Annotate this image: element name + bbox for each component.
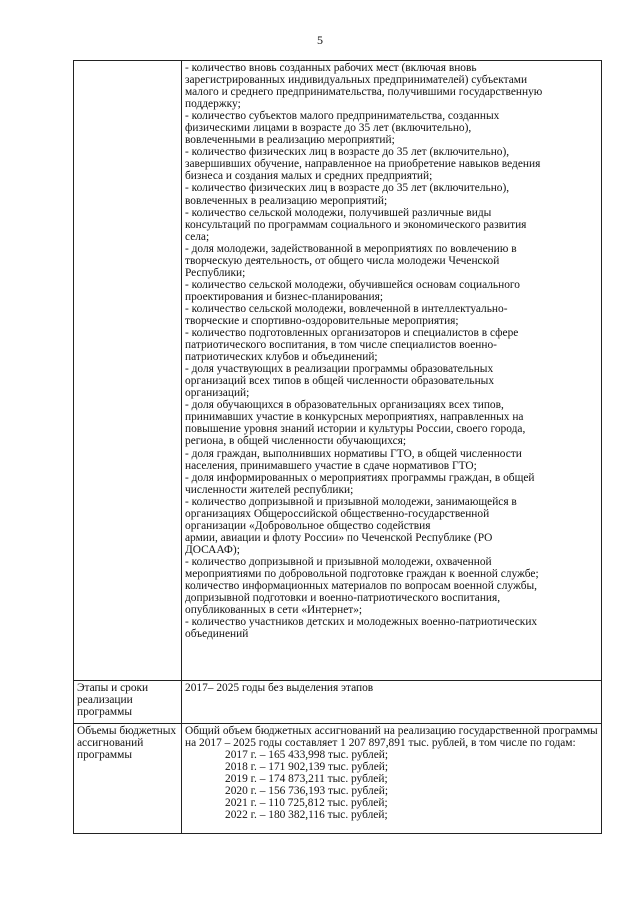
indicators-label-cell <box>74 61 182 681</box>
indicator-line: Республики; <box>185 266 246 279</box>
budget-year-line: 2017 г. – 165 433,998 тыс. рублей; <box>225 749 389 762</box>
indicator-line: - количество сельской молодежи, вовлеченной в интеллектуально- <box>185 302 508 315</box>
indicator-line: населения, принимавшего участие в сдаче нормативов ГТО; <box>185 459 477 472</box>
budget-intro: Общий объем бюджетных ассигнований на реализацию государственной программы на 2017 – 2025 годы составляет 1 207 897,891 тыс. рублей, в том числе по годам: <box>185 725 598 750</box>
indicator-line: патриотических клубов и объединений; <box>185 351 378 364</box>
indicator-line: - доля обучающихся в образовательных организациях всех типов, <box>185 399 504 412</box>
indicator-line: организации «Добровольное общество содействия <box>185 519 431 532</box>
indicator-line: вовлеченных в реализацию мероприятий; <box>185 194 388 207</box>
indicator-line: опубликованных в сети «Интернет»; <box>185 604 363 617</box>
stages-label: Этапы и сроки реализации программы <box>74 681 182 724</box>
indicator-line: объединений <box>185 628 249 641</box>
stages-value: 2017– 2025 годы без выделения этапов <box>182 681 602 724</box>
indicator-line: - количество физических лиц в возрасте до 35 лет (включительно), <box>185 182 510 195</box>
indicator-line: проектирования и бизнес-планирования; <box>185 290 384 303</box>
indicator-line: - количество сельской молодежи, получившей различные виды <box>185 206 492 219</box>
indicator-line: завершивших обучение, направленное на приобретение навыков ведения <box>185 158 541 171</box>
indicator-line: допризывной подготовки и военно-патриотического воспитания, <box>185 592 501 605</box>
indicator-line: малого и среднего предпринимательства, получившими государственную <box>185 86 543 99</box>
budget-year-line: 2019 г. – 174 873,211 тыс. рублей; <box>225 773 388 786</box>
budget-label: Объемы бюджетных ассигнований программы <box>74 724 182 834</box>
indicator-line: повышение уровня знаний истории и культуры России, своего города, <box>185 423 526 436</box>
indicator-line: - количество допризывной и призывной молодежи, охваченной <box>185 555 492 568</box>
indicator-line: патриотического воспитания, в том числе специалистов военно- <box>185 339 497 352</box>
indicator-line: творческую деятельность, от общего числа молодежи Чеченской <box>185 254 500 267</box>
indicator-line: - доля молодежи, задействованной в мероприятиях по вовлечению в <box>185 242 517 255</box>
indicator-line: - количество допризывной и призывной молодежи, занимающейся в <box>185 495 517 508</box>
indicator-line: - количество сельской молодежи, обучившейся основам социального <box>185 278 520 291</box>
indicator-line: мероприятиями по добровольной подготовке граждан к военной службе; <box>185 567 539 580</box>
indicator-line: - количество вновь созданных рабочих мест (включая вновь <box>185 62 477 74</box>
program-passport-table <box>73 60 602 834</box>
budget-text-cell <box>182 724 602 834</box>
stages-row <box>74 681 602 724</box>
budget-year-line: 2020 г. – 156 736,193 тыс. рублей; <box>225 785 389 798</box>
indicator-line: принимавших участие в конкурсных мероприятиях, направленных на <box>185 411 524 424</box>
indicator-line: ДОСААФ); <box>185 543 240 556</box>
indicator-line: - количество участников детских и молодежных военно-патриотических <box>185 616 538 629</box>
indicator-line: - доля информированных о мероприятиях программы граждан, в общей <box>185 471 535 484</box>
indicator-line: численности жителей республики; <box>185 483 354 496</box>
indicator-line: бизнеса и создания малых и средних предприятий; <box>185 170 433 183</box>
page-number: 5 <box>317 33 323 47</box>
indicator-line: количество информационных материалов по вопросам военной службы, <box>185 580 537 593</box>
budget-year-line: 2022 г. – 180 382,116 тыс. рублей; <box>225 809 388 822</box>
indicator-line: организациях Общероссийской общественно-государственной <box>185 507 490 520</box>
budget-year-line: 2021 г. – 110 725,812 тыс. рублей; <box>225 797 388 810</box>
budget-row <box>74 724 602 834</box>
indicator-line: организаций всех типов в общей численности образовательных <box>185 375 495 388</box>
indicator-line: консультаций по программам социального и экономического развития <box>185 218 527 231</box>
indicator-line: организаций; <box>185 387 250 400</box>
indicator-line: села; <box>185 230 210 243</box>
indicator-line: - доля граждан, выполнивших нормативы ГТО, в общей численности <box>185 447 522 460</box>
indicator-line: - доля участвующих в реализации программы образовательных <box>185 363 494 376</box>
indicator-line: - количество физических лиц в возрасте до 35 лет (включительно), <box>185 146 510 159</box>
indicator-line: вовлеченными в реализацию мероприятий; <box>185 134 395 147</box>
indicator-line: физическими лицами в возрасте до 35 лет (включительно), <box>185 122 472 135</box>
indicator-line: поддержку; <box>185 98 241 111</box>
budget-year-line: 2018 г. – 171 902,139 тыс. рублей; <box>225 761 389 774</box>
indicator-line: армии, авиации и флоту России» по Чеченской Республике (РО <box>185 531 493 544</box>
indicator-line: зарегистрированных индивидуальных предпринимателей) субъектами <box>185 74 528 87</box>
indicators-text <box>182 61 602 681</box>
indicator-line: - количество субъектов малого предпринимательства, созданных <box>185 110 500 123</box>
budget-years-list <box>185 749 598 821</box>
indicator-line: творческие и спортивно-оздоровительные мероприятия; <box>185 314 459 327</box>
indicators-row <box>74 61 602 681</box>
indicator-line: - количество подготовленных организаторов и специалистов в сфере <box>185 327 519 340</box>
indicator-line: региона, в общей численности обучающихся; <box>185 435 407 448</box>
